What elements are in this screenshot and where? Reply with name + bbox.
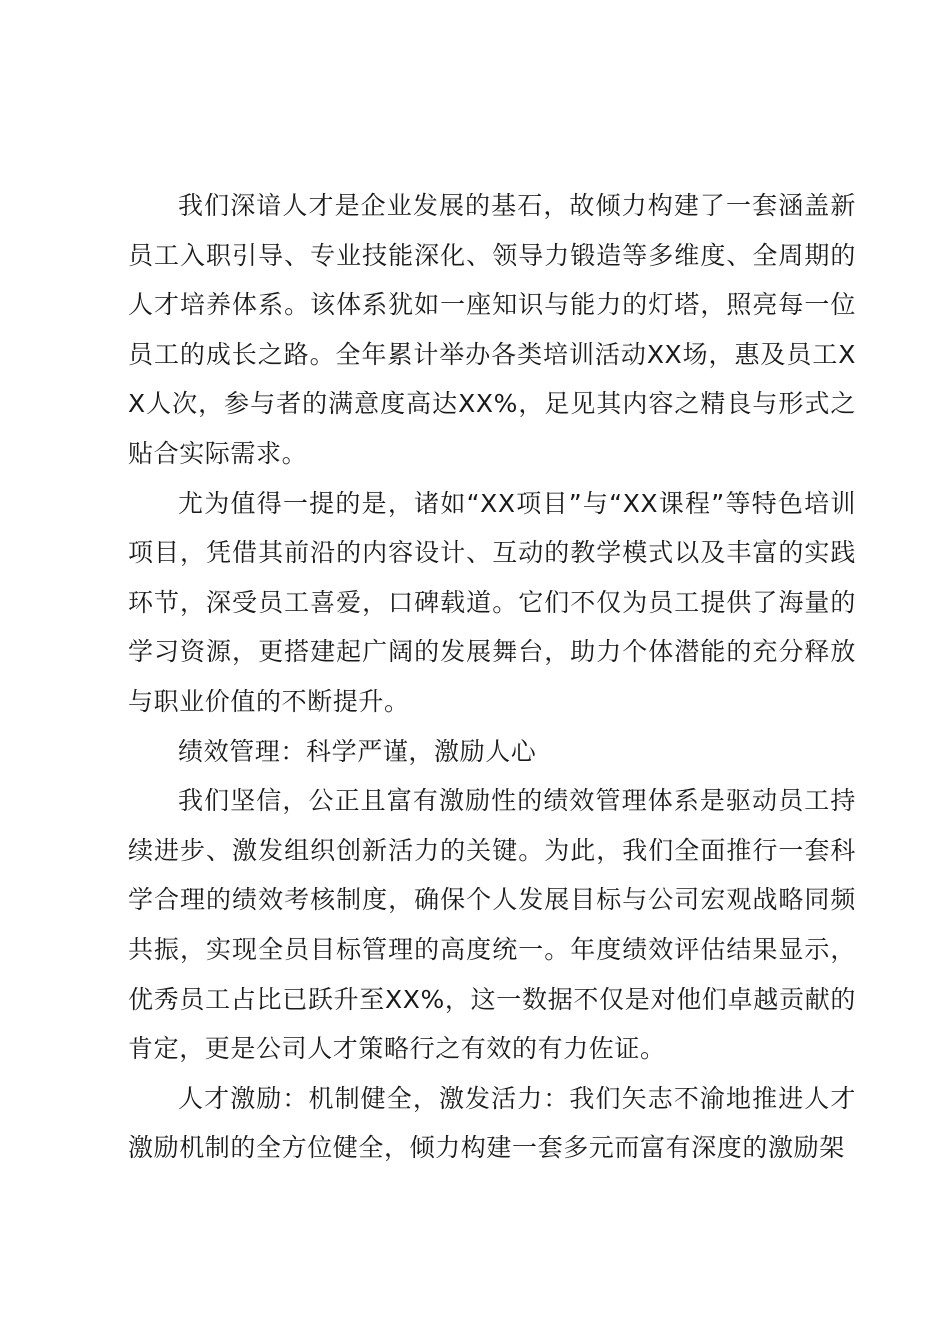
section-heading-performance: 绩效管理：科学严谨，激励人心: [178, 736, 537, 766]
paragraph-talent-incentive: 人才激励：机制健全，激发活力：我们矢志不渝地推进人才激励机制的全方位健全，倾力构建一套多元而富有深度的激励架: [128, 1083, 856, 1163]
paragraph-featured-programs: 尤为值得一提的是，诸如“XX项目”与“XX课程”等特色培训项目，凭借其前沿的内容设计、互动的教学模式以及丰富的实践环节，深受员工喜爱，口碑载道。它们不仅为员工提供了海量的学习资源，更搭建起广阔的发展舞台，助力个体潜能的充分释放与职业价值的不断提升。: [128, 488, 856, 716]
document-body: [128, 181, 856, 1173]
paragraph-talent-training: 我们深谙人才是企业发展的基石，故倾力构建了一套涵盖新员工入职引导、专业技能深化、领导力锻造等多维度、全周期的人才培养体系。该体系犹如一座知识与能力的灯塔，照亮每一位员工的成长之路。全年累计举办各类培训活动XX场，惠及员工XX人次，参与者的满意度高达XX%，足见其内容之精良与形式之贴合实际需求。: [128, 191, 856, 468]
paragraph-performance-management: 我们坚信，公正且富有激励性的绩效管理体系是驱动员工持续进步、激发组织创新活力的关键。为此，我们全面推行一套科学合理的绩效考核制度，确保个人发展目标与公司宏观战略同频共振，实现全员目标管理的高度统一。年度绩效评估结果显示，优秀员工占比已跃升至XX%，这一数据不仅是对他们卓越贡献的肯定，更是公司人才策略行之有效的有力佐证。: [128, 786, 856, 1064]
